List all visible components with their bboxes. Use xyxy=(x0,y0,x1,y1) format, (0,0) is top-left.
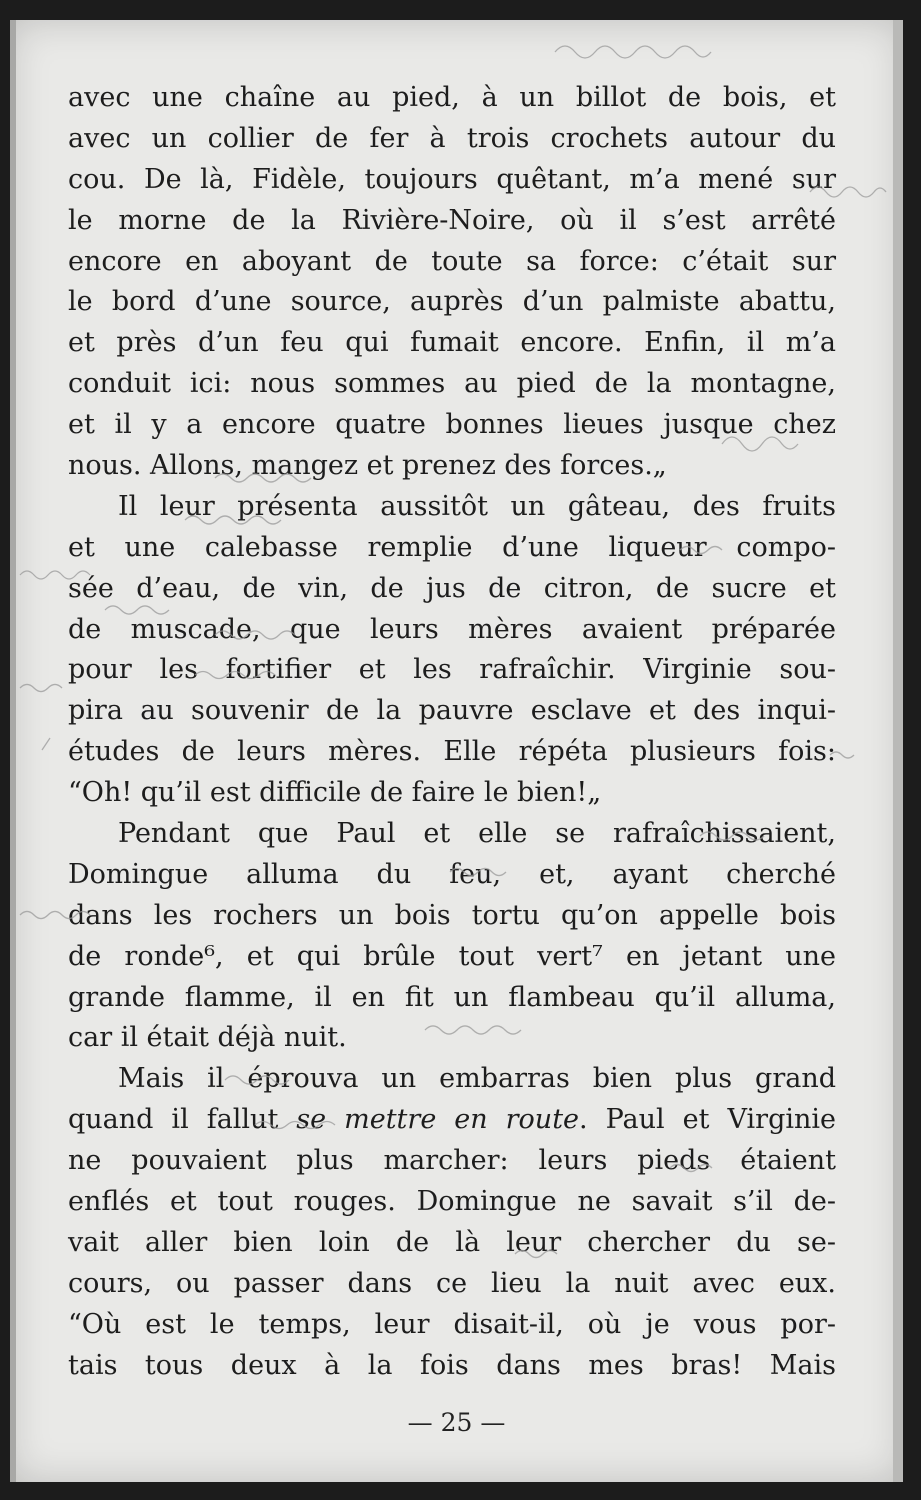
paragraph-start-line: Il leur présenta aussitôt un gâteau, des fruits xyxy=(118,490,836,522)
text-line: de muscade, que leurs mères avaient préparée xyxy=(68,613,836,645)
text-line: et une calebasse remplie d’une liqueur compo- xyxy=(68,531,836,563)
page-right-edge xyxy=(893,20,903,1482)
text-line: de ronde⁶, et qui brûle tout vert⁷ en jetant une xyxy=(68,940,836,972)
text-line: avec un collier de fer à trois crochets autour du xyxy=(68,122,836,154)
text-line: Domingue alluma du feu, et, ayant cherché xyxy=(68,858,836,890)
text-line: cours, ou passer dans ce lieu la nuit avec eux. xyxy=(68,1267,836,1299)
text-line: et près d’un feu qui fumait encore. Enfin, il m’a xyxy=(68,327,836,359)
text-line: “Où est le temps, leur disait-il, où je vous por- xyxy=(68,1308,836,1340)
paragraph-start-line: Mais il éprouva un embarras bien plus grand xyxy=(118,1063,836,1095)
text-line: enflés et tout rouges. Domingue ne savait s’il de- xyxy=(68,1186,836,1218)
text-line-with-italic xyxy=(68,1100,836,1141)
text-line: cou. De là, Fidèle, toujours quêtant, m’a mené sur xyxy=(68,163,836,195)
text-line: “Oh! qu’il est difficile de faire le bien!„ xyxy=(68,777,602,809)
text-line: sée d’eau, de vin, de jus de citron, de sucre et xyxy=(68,572,836,604)
text-line: dans les rochers un bois tortu qu’on appelle bois xyxy=(68,899,836,931)
text-line: grande flamme, il en fit un flambeau qu’il alluma, xyxy=(68,981,836,1013)
text-line: vait aller bien loin de là leur chercher du se- xyxy=(68,1226,836,1258)
text-line: tais tous deux à la fois dans mes bras! Mais xyxy=(68,1349,836,1381)
text-line: études de leurs mères. Elle répéta plusieurs fois: xyxy=(68,736,836,768)
page-binding-edge xyxy=(10,20,16,1482)
text-line: le morne de la Rivière-Noire, où il s’est arrêté xyxy=(68,204,836,236)
text-line: et il y a encore quatre bonnes lieues jusque chez xyxy=(68,409,836,441)
text-line: nous. Allons, mangez et prenez des forces.„ xyxy=(68,450,667,482)
text-segment: quand il fallut xyxy=(68,1104,297,1136)
italic-phrase: se mettre en route xyxy=(296,1104,580,1136)
text-line: car il était déjà nuit. xyxy=(68,1022,347,1054)
book-page xyxy=(10,20,903,1482)
page-number: — 25 — xyxy=(407,1408,506,1437)
text-line: pour les fortifier et les rafraîchir. Virginie sou- xyxy=(68,654,836,686)
text-line: pira au souvenir de la pauvre esclave et des inqui- xyxy=(68,695,836,727)
paragraph-start-line: Pendant que Paul et elle se rafraîchissaient, xyxy=(118,818,836,850)
text-line: encore en aboyant de toute sa force: c’était sur xyxy=(68,245,836,277)
text-segment: . Paul et Virginie xyxy=(579,1104,836,1136)
text-line: ne pouvaient plus marcher: leurs pieds étaient xyxy=(68,1145,836,1177)
text-line: conduit ici: nous sommes au pied de la montagne, xyxy=(68,368,836,400)
text-line: le bord d’une source, auprès d’un palmiste abattu, xyxy=(68,286,836,318)
text-line: avec une chaîne au pied, à un billot de bois, et xyxy=(68,82,836,113)
body-text xyxy=(68,78,836,1387)
